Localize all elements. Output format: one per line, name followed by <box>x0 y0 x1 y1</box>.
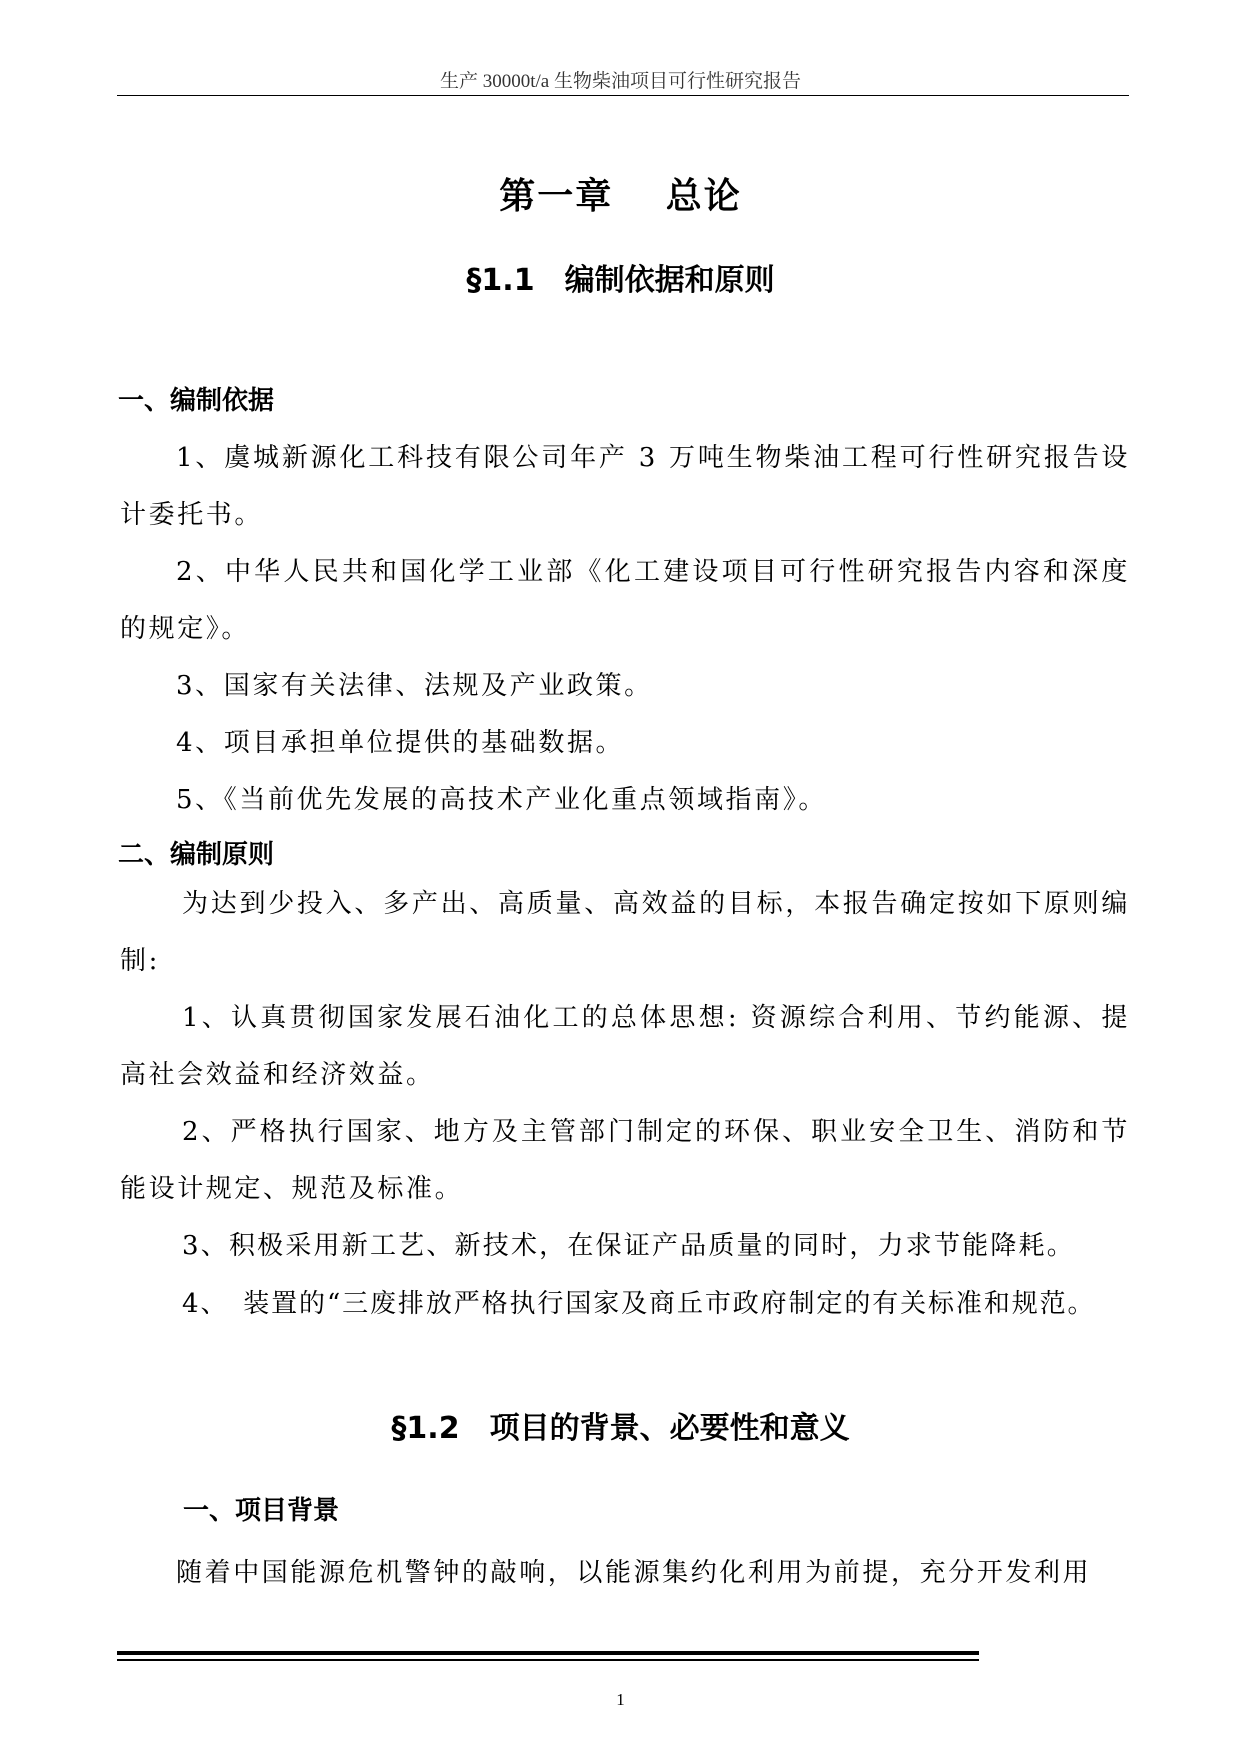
page-number: 1 <box>616 1690 625 1709</box>
principles-item-2: 2、严格执行国家、地方及主管部门制定的环保、职业安全卫生、消防和节能设计规定、规范及标准。 <box>120 1117 1130 1204</box>
basis-item-4: 4、项目承担单位提供的基础数据。 <box>176 728 625 758</box>
chapter-title: 第一章 总论 <box>499 176 742 217</box>
header-rule <box>117 95 1129 96</box>
principles-heading: 二、编制原则 <box>118 840 275 870</box>
basis-item-1: 1、虞城新源化工科技有限公司年产 3 万吨生物柴油工程可行性研究报告设计委托书。 <box>120 443 1130 530</box>
section-title-1-2: §1.2 项目的背景、必要性和意义 <box>391 1411 850 1446</box>
footer-rule-thick <box>117 1651 979 1655</box>
basis-item-3: 3、国家有关法律、法规及产业政策。 <box>176 671 653 701</box>
footer-rule-thin <box>117 1659 979 1661</box>
principles-item-4: 4、 装置的“三废排放严格执行国家及商丘市政府制定的有关标准和规范。 <box>182 1289 1096 1319</box>
basis-item-2: 2、中华人民共和国化学工业部《化工建设项目可行性研究报告内容和深度的规定》。 <box>120 557 1130 644</box>
background-text: 随着中国能源危机警钟的敲响，以能源集约化利用为前提，充分开发利用 <box>176 1558 1092 1588</box>
basis-heading: 一、编制依据 <box>118 386 275 416</box>
header-title: 生产 30000t/a 生物柴油项目可行性研究报告 <box>440 71 801 92</box>
principles-item-1: 1、认真贯彻国家发展石油化工的总体思想: 资源综合利用、节约能源、提高社会效益和经济效益。 <box>120 1003 1130 1090</box>
basis-item-5: 5、《当前优先发展的高技术产业化重点领域指南》。 <box>176 785 827 815</box>
background-heading: 一、项目背景 <box>183 1496 340 1526</box>
section-title-1-1: §1.1 编制依据和原则 <box>466 263 775 298</box>
principles-item-3: 3、积极采用新工艺、新技术，在保证产品质量的同时，力求节能降耗。 <box>182 1231 1075 1261</box>
principles-intro: 为达到少投入、多产出、高质量、高效益的目标，本报告确定按如下原则编制: <box>120 889 1130 976</box>
